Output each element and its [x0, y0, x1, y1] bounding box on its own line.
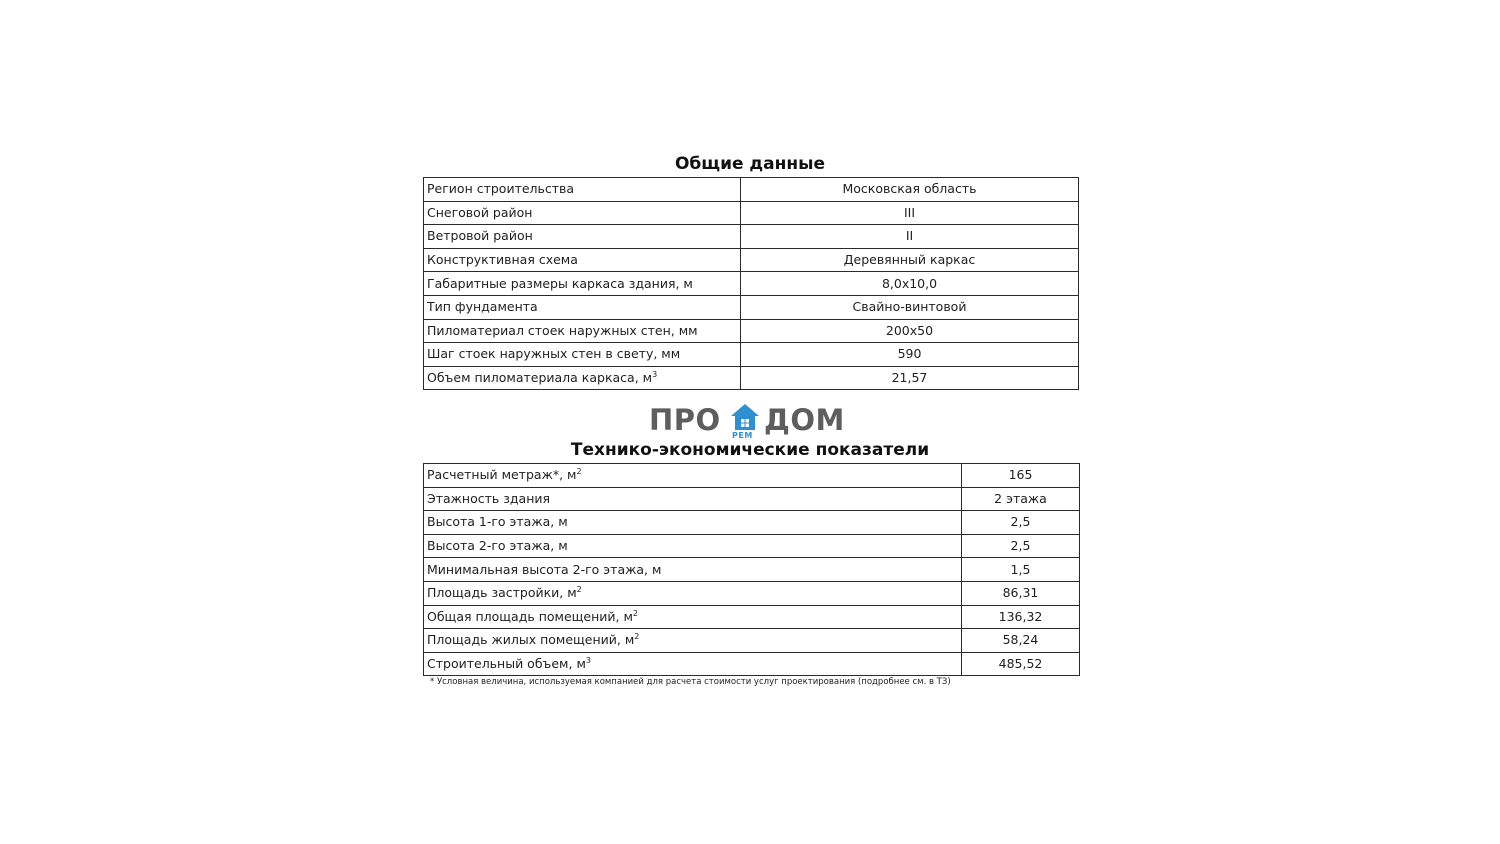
row-label-text: Расчетный метраж*, м [427, 467, 577, 483]
row-label-text: Снеговой район [427, 204, 533, 220]
tech-indicators-table [423, 463, 1080, 676]
table-row [424, 178, 1079, 202]
row-value: 8,0х10,0 [741, 272, 1079, 296]
table-row [424, 558, 1080, 582]
row-label [424, 319, 741, 343]
row-value: 2 этажа [962, 487, 1080, 511]
row-label [424, 201, 741, 225]
general-data-title: Общие данные [674, 154, 826, 174]
logo-pro-text: ПРО [649, 403, 721, 437]
table-row [424, 629, 1080, 653]
row-value: III [741, 201, 1079, 225]
row-value: 58,24 [962, 629, 1080, 653]
row-label-text: Регион строительства [427, 181, 575, 197]
row-label [424, 534, 962, 558]
row-value: 1,5 [962, 558, 1080, 582]
unit-exponent: 3 [585, 656, 591, 666]
row-label-text: Ветровой район [427, 228, 533, 244]
row-label-text: Объем пиломатериала каркаса, м [427, 370, 653, 386]
row-label-text: Строительный объем, м [427, 656, 586, 672]
table-row [424, 319, 1079, 343]
row-label [424, 248, 741, 272]
footnote: * Условная величина, используемая компанией для расчета стоимости услуг проектирования (подробнее см. в ТЗ) [430, 677, 951, 687]
row-label [424, 511, 962, 535]
row-value: II [741, 225, 1079, 249]
row-value: Свайно-винтовой [741, 295, 1079, 319]
row-value: 200х50 [741, 319, 1079, 343]
table-row [424, 464, 1080, 488]
row-label-text: Пиломатериал стоек наружных стен, мм [427, 322, 698, 338]
unit-exponent: 2 [576, 585, 582, 595]
tech-indicators-title: Технико-экономические показатели [570, 440, 930, 460]
row-label-text: Конструктивная схема [427, 252, 578, 268]
row-label [424, 487, 962, 511]
unit-exponent: 2 [632, 608, 638, 618]
row-label [424, 178, 741, 202]
unit-exponent: 3 [652, 370, 658, 380]
row-label [424, 464, 962, 488]
row-label-text: Высота 1-го этажа, м [427, 514, 568, 530]
table-row [424, 248, 1079, 272]
logo-dom-text: ДОМ [764, 403, 845, 437]
row-label [424, 295, 741, 319]
table-row [424, 295, 1079, 319]
row-value: 590 [741, 343, 1079, 367]
row-label [424, 343, 741, 367]
row-label [424, 605, 962, 629]
row-value: 165 [962, 464, 1080, 488]
table-row [424, 534, 1080, 558]
row-label [424, 272, 741, 296]
pro-dom-logo [649, 400, 851, 444]
unit-exponent: 2 [576, 467, 582, 477]
table-row [424, 201, 1079, 225]
row-label-text: Высота 2-го этажа, м [427, 538, 568, 554]
general-data-table [423, 177, 1079, 390]
row-label [424, 581, 962, 605]
row-label-text: Габаритные размеры каркаса здания, м [427, 275, 693, 291]
unit-exponent: 2 [634, 632, 640, 642]
row-label-text: Площадь жилых помещений, м [427, 632, 635, 648]
row-label [424, 558, 962, 582]
row-label [424, 366, 741, 390]
table-row [424, 581, 1080, 605]
row-value: 485,52 [962, 652, 1080, 676]
row-label-text: Минимальная высота 2-го этажа, м [427, 561, 662, 577]
table-row [424, 511, 1080, 535]
row-value: Московская область [741, 178, 1079, 202]
row-label [424, 629, 962, 653]
table-row [424, 652, 1080, 676]
row-value: 86,31 [962, 581, 1080, 605]
table-row [424, 487, 1080, 511]
logo-sub-text: РЕМ [732, 431, 753, 440]
row-value: 136,32 [962, 605, 1080, 629]
row-label-text: Шаг стоек наружных стен в свету, мм [427, 346, 681, 362]
table-row [424, 366, 1079, 390]
row-value: 21,57 [741, 366, 1079, 390]
table-row [424, 225, 1079, 249]
table-row [424, 605, 1080, 629]
row-label-text: Тип фундамента [427, 299, 538, 315]
row-label-text: Общая площадь помещений, м [427, 608, 633, 624]
row-value: 2,5 [962, 511, 1080, 535]
row-label-text: Площадь застройки, м [427, 585, 577, 601]
row-label [424, 225, 741, 249]
table-row [424, 272, 1079, 296]
row-label [424, 652, 962, 676]
row-value: 2,5 [962, 534, 1080, 558]
house-icon [729, 402, 761, 432]
row-label-text: Этажность здания [427, 490, 551, 506]
table-row [424, 343, 1079, 367]
row-value: Деревянный каркас [741, 248, 1079, 272]
